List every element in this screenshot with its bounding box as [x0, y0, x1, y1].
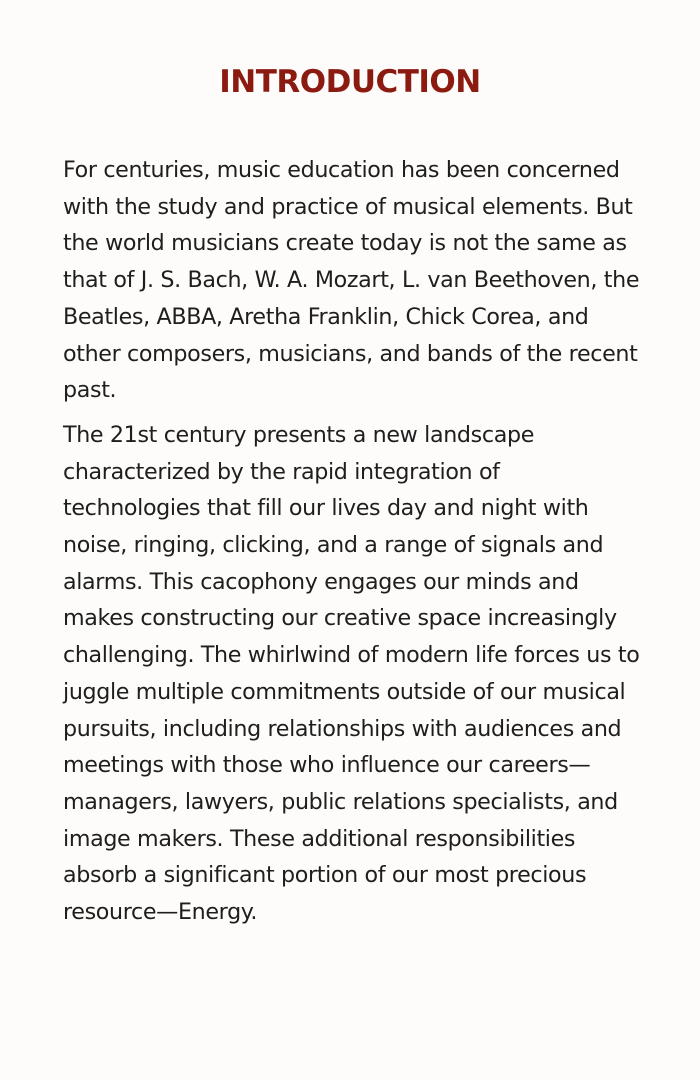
chapter-heading: INTRODUCTION: [219, 64, 481, 100]
paragraph-1: For centuries, music education has been concerned with the study and practice of musical elements. But the world musicians create today is not the same as that of J. S. Bach, W. A. Mozart, L. van Beethoven, the Beatles, ABBA, Aretha Franklin, Chick Corea, and other composers, musicians, and bands of the recent past.: [63, 157, 640, 404]
body-text: [63, 152, 643, 939]
paragraph-2: The 21st century presents a new landscape characterized by the rapid integration of technologies that fill our lives day and night with noise, ringing, clicking, and a range of signals and alarms. This cacophony engages our minds and makes constructing our creative space increasingly challenging. The whirlwind of modern life forces us to juggle multiple commitments outside of our musical pursuits, including relationships with audiences and meetings with those who influence our careers—managers, lawyers, public relations specialists, and image makers. These additional responsibilities absorb a significant portion of our most precious resource—Energy.: [63, 421, 640, 926]
